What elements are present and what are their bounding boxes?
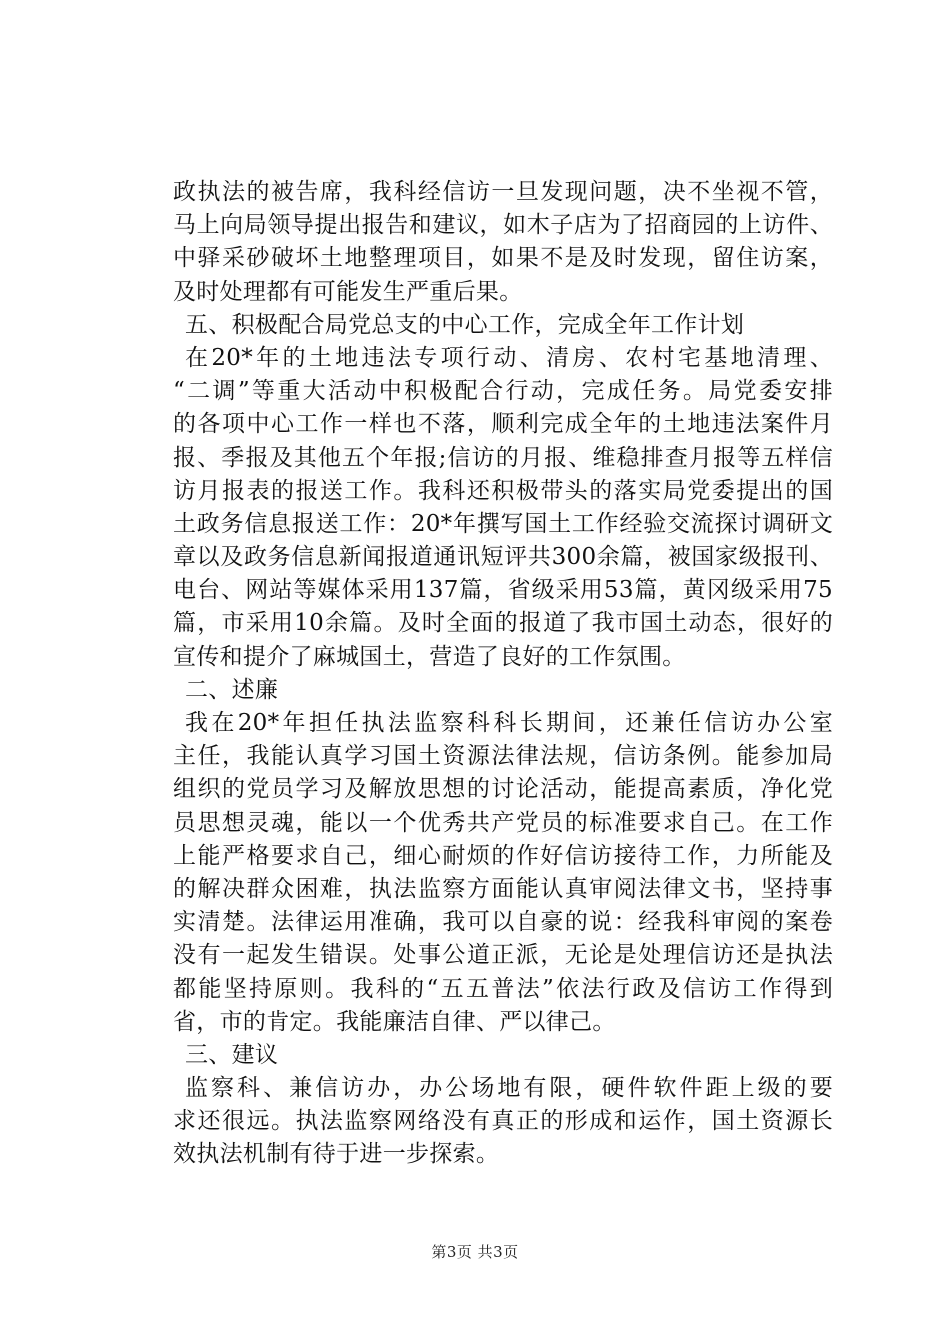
text-line: 员思想灵魂，能以一个优秀共产党员的标准要求自己。在工作 (173, 809, 833, 836)
text-line: 宣传和提介了麻城国土，营造了良好的工作氛围。 (173, 643, 686, 670)
text-line: 电台、网站等媒体采用137篇，省级采用53篇，黄冈级采用75 (173, 577, 833, 604)
text-line: 篇，市采用10余篇。及时全面的报道了我市国土动态，很好的 (173, 610, 833, 637)
text-line: 没有一起发生错误。处事公道正派，无论是处理信访还是执法 (173, 942, 833, 969)
document-body (173, 176, 833, 1172)
text-line: 中驿采砂破坏土地整理项目，如果不是及时发现，留住访案， (173, 245, 833, 272)
text-line: 及时处理都有可能发生严重后果。 (173, 278, 523, 305)
text-line: 主任，我能认真学习国土资源法律法规，信访条例。能参加局 (173, 743, 833, 770)
text-line: “二调”等重大活动中积极配合行动，完成任务。局党委安排 (173, 378, 833, 405)
text-line: 省，市的肯定。我能廉洁自律、严以律己。 (173, 1008, 616, 1035)
text-line: 上能严格要求自己，细心耐烦的作好信访接待工作，力所能及 (173, 842, 833, 869)
section-heading-five: 五、积极配合局党总支的中心工作，完成全年工作计划 (185, 311, 745, 338)
text-line: 在20*年的土地违法专项行动、清房、农村宅基地清理、 (185, 344, 833, 371)
text-line: 实清楚。法律运用准确，我可以自豪的说：经我科审阅的案卷 (173, 909, 833, 936)
text-line: 求还很远。执法监察网络没有真正的形成和运作，国土资源长 (173, 1108, 833, 1135)
text-line: 章以及政务信息新闻报道通讯短评共300余篇，被国家级报刊、 (173, 544, 833, 571)
section-heading-suggestions: 三、建议 (185, 1041, 279, 1068)
text-line: 组织的党员学习及解放思想的讨论活动，能提高素质，净化党 (173, 776, 833, 803)
text-line: 都能坚持原则。我科的“五五普法”依法行政及信访工作得到 (173, 975, 833, 1002)
text-line: 马上向局领导提出报告和建议，如木子店为了招商园的上访件、 (173, 212, 833, 239)
text-line: 监察科、兼信访办，办公场地有限，硬件软件距上级的要 (185, 1075, 833, 1102)
text-line: 访月报表的报送工作。我科还积极带头的落实局党委提出的国 (173, 477, 833, 504)
page-number-footer: 第3页 共3页 (431, 1243, 519, 1261)
text-line: 政执法的被告席，我科经信访一旦发现问题，决不坐视不管， (173, 179, 833, 205)
text-line: 报、季报及其他五个年报;信访的月报、维稳排查月报等五样信 (173, 444, 833, 471)
section-heading-integrity: 二、述廉 (185, 676, 279, 703)
text-line: 我在20*年担任执法监察科科长期间，还兼任信访办公室 (185, 710, 833, 736)
text-line: 的解决群众困难，执法监察方面能认真审阅法律文书，坚持事 (173, 875, 833, 902)
text-line: 效执法机制有待于进一步探索。 (173, 1141, 500, 1168)
text-line: 土政务信息报送工作：20*年撰写国土工作经验交流探讨调研文 (173, 510, 833, 537)
text-line: 的各项中心工作一样也不落，顺利完成全年的土地违法案件月 (173, 411, 833, 438)
